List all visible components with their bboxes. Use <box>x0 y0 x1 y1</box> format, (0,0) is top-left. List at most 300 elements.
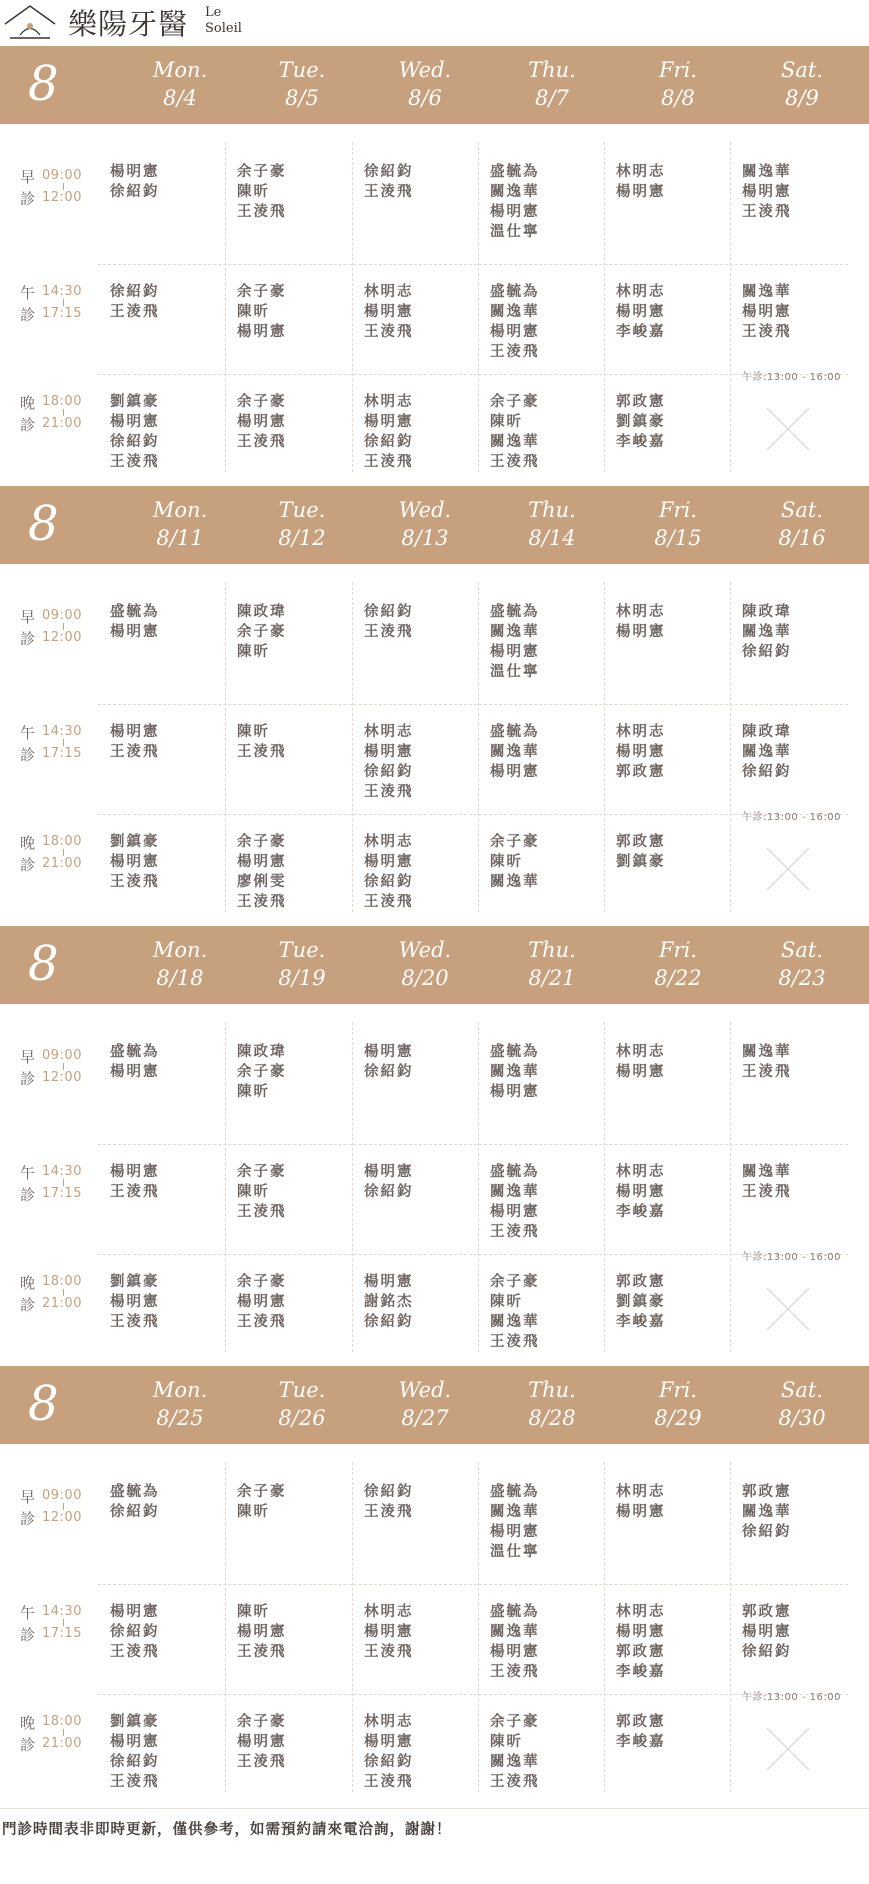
session-divider <box>98 1584 848 1585</box>
doctor-cell <box>110 1162 220 1202</box>
session-name-char: 晚 <box>20 834 36 852</box>
doctor-name: 余子豪 <box>490 394 540 410</box>
time-tick <box>63 183 64 190</box>
column-divider <box>730 142 731 472</box>
day-date: 8/8 <box>661 86 695 110</box>
session-time: 18:00 <box>42 834 82 849</box>
doctor-name: 林明志 <box>616 164 666 180</box>
session-time: 14:30 <box>42 1604 82 1619</box>
day-date: 8/19 <box>278 966 326 990</box>
doctor-name: 林明志 <box>364 1714 414 1730</box>
saturday-hours-note: 午診:13:00 - 16:00 <box>742 1252 841 1263</box>
doctor-name: 楊明憲 <box>742 184 792 200</box>
doctor-name: 余子豪 <box>490 1714 540 1730</box>
doctor-cell <box>742 1602 852 1662</box>
day-date: 8/18 <box>156 966 204 990</box>
day-header <box>615 56 741 112</box>
doctor-name: 楊明憲 <box>490 1524 540 1540</box>
doctor-cell <box>742 1482 852 1542</box>
doctor-name: 關逸華 <box>742 744 792 760</box>
doctor-cell <box>616 722 726 782</box>
doctor-cell <box>364 1602 474 1662</box>
doctor-name: 楊明憲 <box>616 1184 666 1200</box>
column-divider <box>352 142 353 472</box>
doctor-name: 余子豪 <box>237 834 287 850</box>
day-name: Tue. <box>278 498 326 522</box>
doctor-name: 余子豪 <box>490 834 540 850</box>
day-name: Wed. <box>398 498 452 522</box>
doctor-cell <box>364 282 474 342</box>
closed-x-icon <box>765 1726 811 1772</box>
day-name: Wed. <box>398 58 452 82</box>
day-date: 8/14 <box>528 526 576 550</box>
day-header <box>615 1376 741 1432</box>
time-tick <box>63 849 64 856</box>
doctor-name: 盛毓為 <box>490 1164 540 1180</box>
week-header <box>0 926 869 1004</box>
doctor-name: 盛毓為 <box>490 604 540 620</box>
doctor-cell <box>616 392 726 452</box>
doctor-name: 楊明憲 <box>110 1294 160 1310</box>
session-name-char: 午 <box>20 1604 36 1622</box>
doctor-name: 王淩飛 <box>110 874 160 890</box>
doctor-name: 王淩飛 <box>237 894 287 910</box>
session-name-char: 午 <box>20 284 36 302</box>
doctor-name: 關逸華 <box>742 284 792 300</box>
doctor-name: 余子豪 <box>490 1274 540 1290</box>
session-name-char: 診 <box>20 1626 36 1644</box>
doctor-name: 陳昕 <box>237 1084 270 1100</box>
session-time: 09:00 <box>42 608 82 623</box>
day-date: 8/29 <box>654 1406 702 1430</box>
day-name: Mon. <box>152 498 208 522</box>
session-time: 18:00 <box>42 394 82 409</box>
doctor-cell <box>616 1712 726 1752</box>
logo-chinese-name: 樂陽牙醫 <box>68 7 189 41</box>
doctor-name: 楊明憲 <box>616 624 666 640</box>
session-time: 17:15 <box>42 746 82 761</box>
doctor-name: 陳昕 <box>237 1504 270 1520</box>
day-header <box>117 56 243 112</box>
column-divider <box>225 1022 226 1352</box>
doctor-name: 王淩飛 <box>364 894 414 910</box>
day-date: 8/13 <box>401 526 449 550</box>
doctor-cell <box>742 1042 852 1082</box>
day-date: 8/4 <box>163 86 197 110</box>
doctor-name: 關逸華 <box>490 1064 540 1080</box>
doctor-cell <box>490 1482 600 1562</box>
session-time: 17:15 <box>42 306 82 321</box>
session-name-char: 診 <box>20 746 36 764</box>
month-number: 8 <box>28 56 59 112</box>
doctor-name: 徐紹鈞 <box>110 284 160 300</box>
doctor-name: 余子豪 <box>237 624 287 640</box>
doctor-cell <box>364 832 474 912</box>
doctor-name: 王淩飛 <box>742 1184 792 1200</box>
session-label <box>15 606 90 652</box>
session-divider <box>98 374 848 375</box>
doctor-name: 林明志 <box>364 724 414 740</box>
day-header <box>362 496 488 552</box>
session-name-char: 晚 <box>20 1714 36 1732</box>
day-header <box>239 496 365 552</box>
doctor-name: 盛毓為 <box>110 1484 160 1500</box>
day-header <box>739 936 865 992</box>
doctor-name: 李峻嘉 <box>616 1664 666 1680</box>
doctor-name: 余子豪 <box>237 284 287 300</box>
doctor-name: 王淩飛 <box>490 1774 540 1790</box>
doctor-name: 楊明憲 <box>364 1624 414 1640</box>
doctor-name: 林明志 <box>616 1044 666 1060</box>
session-time: 21:00 <box>42 856 82 871</box>
doctor-name: 楊明憲 <box>237 854 287 870</box>
doctor-name: 陳政瑋 <box>742 604 792 620</box>
doctor-name: 王淩飛 <box>364 1644 414 1660</box>
column-divider <box>352 1022 353 1352</box>
doctor-name: 林明志 <box>364 1604 414 1620</box>
doctor-name: 王淩飛 <box>110 304 160 320</box>
doctor-name: 林明志 <box>616 1484 666 1500</box>
session-divider <box>98 1254 848 1255</box>
doctor-name: 關逸華 <box>742 1044 792 1060</box>
doctor-name: 王淩飛 <box>237 1204 287 1220</box>
doctor-cell <box>364 1272 474 1332</box>
doctor-cell <box>110 162 220 202</box>
session-name-char: 診 <box>20 190 36 208</box>
doctor-cell <box>616 602 726 642</box>
doctor-name: 王淩飛 <box>237 1754 287 1770</box>
day-date: 8/5 <box>285 86 319 110</box>
closed-x-icon <box>765 1286 811 1332</box>
session-name-char: 診 <box>20 1736 36 1754</box>
doctor-name: 王淩飛 <box>364 784 414 800</box>
doctor-cell <box>237 1162 347 1222</box>
doctor-name: 楊明憲 <box>364 1164 414 1180</box>
doctor-name: 陳昕 <box>237 1604 270 1620</box>
session-time: 14:30 <box>42 1164 82 1179</box>
doctor-name: 王淩飛 <box>364 624 414 640</box>
doctor-name: 徐紹鈞 <box>110 1504 160 1520</box>
doctor-name: 王淩飛 <box>237 1314 287 1330</box>
session-time: 12:00 <box>42 1070 82 1085</box>
doctor-name: 林明志 <box>616 724 666 740</box>
doctor-name: 關逸華 <box>490 1754 540 1770</box>
doctor-name: 王淩飛 <box>237 434 287 450</box>
doctor-cell <box>364 1482 474 1522</box>
session-label <box>15 1162 90 1208</box>
doctor-name: 溫仕寧 <box>490 224 540 240</box>
doctor-cell <box>110 1042 220 1082</box>
doctor-cell <box>237 602 347 662</box>
day-date: 8/25 <box>156 1406 204 1430</box>
doctor-name: 王淩飛 <box>490 344 540 360</box>
doctor-name: 徐紹鈞 <box>110 434 160 450</box>
day-name: Tue. <box>278 938 326 962</box>
doctor-name: 楊明憲 <box>110 624 160 640</box>
doctor-name: 陳昕 <box>490 1294 523 1310</box>
doctor-name: 陳昕 <box>237 724 270 740</box>
session-time: 14:30 <box>42 284 82 299</box>
day-name: Sat. <box>780 938 824 962</box>
saturday-hours-note: 午診:13:00 - 16:00 <box>742 1692 841 1703</box>
doctor-name: 楊明憲 <box>237 1624 287 1640</box>
doctor-cell <box>742 722 852 782</box>
doctor-name: 盛毓為 <box>110 1044 160 1060</box>
doctor-name: 郭政憲 <box>616 764 666 780</box>
column-divider <box>352 582 353 912</box>
session-time: 09:00 <box>42 1048 82 1063</box>
doctor-name: 楊明憲 <box>742 1624 792 1640</box>
doctor-name: 廖俐雯 <box>237 874 287 890</box>
doctor-name: 楊明憲 <box>237 414 287 430</box>
doctor-name: 徐紹鈞 <box>364 1314 414 1330</box>
column-divider <box>352 1462 353 1792</box>
doctor-cell <box>616 1162 726 1222</box>
doctor-name: 楊明憲 <box>490 324 540 340</box>
doctor-cell <box>490 602 600 682</box>
doctor-name: 劉鎮豪 <box>616 854 666 870</box>
doctor-name: 楊明憲 <box>742 304 792 320</box>
month-number: 8 <box>28 936 59 992</box>
doctor-name: 關逸華 <box>490 874 540 890</box>
doctor-name: 楊明憲 <box>364 304 414 320</box>
doctor-name: 楊明憲 <box>237 1294 287 1310</box>
doctor-name: 盛毓為 <box>490 724 540 740</box>
doctor-name: 楊明憲 <box>490 1204 540 1220</box>
day-date: 8/15 <box>654 526 702 550</box>
column-divider <box>225 142 226 472</box>
day-header <box>739 1376 865 1432</box>
doctor-name: 關逸華 <box>742 624 792 640</box>
session-label <box>15 1272 90 1318</box>
session-time: 12:00 <box>42 1510 82 1525</box>
day-name: Thu. <box>528 938 576 962</box>
doctor-cell <box>616 282 726 342</box>
doctor-name: 關逸華 <box>490 624 540 640</box>
session-label <box>15 832 90 878</box>
doctor-cell <box>110 1272 220 1332</box>
session-label <box>15 722 90 768</box>
clinic-logo <box>0 0 869 46</box>
doctor-cell <box>110 1712 220 1792</box>
column-divider <box>730 1022 731 1352</box>
column-divider <box>478 142 479 472</box>
session-time: 21:00 <box>42 1296 82 1311</box>
doctor-cell <box>364 1162 474 1202</box>
session-name-char: 晚 <box>20 1274 36 1292</box>
day-date: 8/16 <box>778 526 826 550</box>
time-tick <box>63 623 64 630</box>
week-header <box>0 1366 869 1444</box>
doctor-name: 陳昕 <box>490 414 523 430</box>
doctor-cell <box>364 392 474 472</box>
day-date: 8/27 <box>401 1406 449 1430</box>
day-header <box>362 1376 488 1432</box>
doctor-name: 徐紹鈞 <box>364 764 414 780</box>
doctor-name: 陳昕 <box>490 854 523 870</box>
doctor-name: 關逸華 <box>490 304 540 320</box>
day-date: 8/7 <box>535 86 569 110</box>
doctor-cell <box>616 162 726 202</box>
day-date: 8/20 <box>401 966 449 990</box>
day-date: 8/6 <box>408 86 442 110</box>
doctor-name: 陳政瑋 <box>237 604 287 620</box>
doctor-name: 王淩飛 <box>110 1184 160 1200</box>
doctor-name: 陳昕 <box>237 184 270 200</box>
house-logo-icon <box>2 2 58 42</box>
doctor-name: 徐紹鈞 <box>364 164 414 180</box>
session-time: 18:00 <box>42 1274 82 1289</box>
session-time: 18:00 <box>42 1714 82 1729</box>
doctor-name: 陳昕 <box>237 644 270 660</box>
column-divider <box>225 582 226 912</box>
session-time: 14:30 <box>42 724 82 739</box>
column-divider <box>478 582 479 912</box>
day-header <box>117 936 243 992</box>
doctor-name: 關逸華 <box>490 1184 540 1200</box>
time-tick <box>63 1289 64 1296</box>
doctor-cell <box>490 832 600 892</box>
session-label <box>15 1602 90 1648</box>
doctor-name: 林明志 <box>616 1604 666 1620</box>
day-date: 8/11 <box>156 526 204 550</box>
session-name-char: 午 <box>20 1164 36 1182</box>
day-header <box>615 936 741 992</box>
doctor-name: 楊明憲 <box>237 1734 287 1750</box>
doctor-name: 余子豪 <box>237 164 287 180</box>
doctor-name: 王淩飛 <box>742 324 792 340</box>
doctor-cell <box>490 1712 600 1792</box>
doctor-name: 王淩飛 <box>742 204 792 220</box>
doctor-cell <box>364 1042 474 1082</box>
doctor-name: 郭政憲 <box>742 1484 792 1500</box>
day-name: Mon. <box>152 58 208 82</box>
session-name-char: 診 <box>20 306 36 324</box>
doctor-cell <box>364 602 474 642</box>
doctor-name: 劉鎮豪 <box>110 1274 160 1290</box>
doctor-cell <box>742 1162 852 1202</box>
day-date: 8/30 <box>778 1406 826 1430</box>
doctor-name: 劉鎮豪 <box>110 834 160 850</box>
session-label <box>15 392 90 438</box>
doctor-name: 楊明憲 <box>110 1064 160 1080</box>
doctor-cell <box>364 722 474 802</box>
session-name-char: 診 <box>20 1070 36 1088</box>
time-tick <box>63 299 64 306</box>
doctor-cell <box>237 392 347 452</box>
saturday-hours-note: 午診:13:00 - 16:00 <box>742 812 841 823</box>
footer-divider <box>0 1808 869 1809</box>
doctor-name: 徐紹鈞 <box>742 764 792 780</box>
doctor-name: 王淩飛 <box>742 1064 792 1080</box>
doctor-cell <box>110 1482 220 1522</box>
day-name: Thu. <box>528 1378 576 1402</box>
doctor-name: 溫仕寧 <box>490 664 540 680</box>
doctor-name: 楊明憲 <box>110 414 160 430</box>
day-header <box>362 936 488 992</box>
closed-x-icon <box>765 846 811 892</box>
doctor-name: 楊明憲 <box>110 854 160 870</box>
doctor-cell <box>490 1162 600 1242</box>
time-tick <box>63 1179 64 1186</box>
doctor-name: 關逸華 <box>490 184 540 200</box>
day-header <box>489 496 615 552</box>
session-name-char: 早 <box>20 168 36 186</box>
session-name-char: 診 <box>20 1296 36 1314</box>
session-divider <box>98 264 848 265</box>
time-tick <box>63 1729 64 1736</box>
doctor-name: 林明志 <box>364 394 414 410</box>
column-divider <box>225 1462 226 1792</box>
doctor-name: 楊明憲 <box>364 744 414 760</box>
doctor-name: 溫仕寧 <box>490 1544 540 1560</box>
session-time: 12:00 <box>42 190 82 205</box>
doctor-name: 徐紹鈞 <box>110 184 160 200</box>
doctor-cell <box>110 722 220 762</box>
doctor-name: 徐紹鈞 <box>364 434 414 450</box>
time-tick <box>63 1619 64 1626</box>
day-name: Fri. <box>658 1378 697 1402</box>
session-time: 12:00 <box>42 630 82 645</box>
doctor-name: 徐紹鈞 <box>110 1754 160 1770</box>
doctor-name: 王淩飛 <box>237 744 287 760</box>
doctor-name: 關逸華 <box>490 1504 540 1520</box>
doctor-cell <box>110 602 220 642</box>
doctor-name: 林明志 <box>616 1164 666 1180</box>
session-name-char: 診 <box>20 630 36 648</box>
doctor-name: 李峻嘉 <box>616 1204 666 1220</box>
doctor-name: 徐紹鈞 <box>364 1184 414 1200</box>
doctor-cell <box>490 1602 600 1682</box>
closed-x-icon <box>765 406 811 452</box>
doctor-name: 楊明憲 <box>616 304 666 320</box>
doctor-name: 郭政憲 <box>616 1274 666 1290</box>
doctor-cell <box>490 162 600 242</box>
doctor-name: 關逸華 <box>490 744 540 760</box>
doctor-name: 余子豪 <box>237 1484 287 1500</box>
session-time: 21:00 <box>42 416 82 431</box>
session-name-char: 午 <box>20 724 36 742</box>
doctor-name: 徐紹鈞 <box>364 604 414 620</box>
doctor-name: 徐紹鈞 <box>742 1644 792 1660</box>
doctor-cell <box>742 282 852 342</box>
footer-notice: 門診時間表非即時更新，僅供參考，如需預約請來電洽詢，謝謝！ <box>2 1822 452 1838</box>
column-divider <box>604 142 605 472</box>
week-header <box>0 46 869 124</box>
doctor-name: 王淩飛 <box>490 1224 540 1240</box>
doctor-name: 王淩飛 <box>110 1644 160 1660</box>
doctor-cell <box>364 162 474 202</box>
doctor-name: 劉鎮豪 <box>110 1714 160 1730</box>
doctor-name: 王淩飛 <box>110 454 160 470</box>
session-label <box>15 1046 90 1092</box>
session-name-char: 早 <box>20 1048 36 1066</box>
doctor-name: 楊明憲 <box>490 204 540 220</box>
day-name: Fri. <box>658 58 697 82</box>
doctor-name: 余子豪 <box>237 1714 287 1730</box>
doctor-name: 李峻嘉 <box>616 1734 666 1750</box>
doctor-name: 楊明憲 <box>110 724 160 740</box>
doctor-name: 郭政憲 <box>616 394 666 410</box>
doctor-name: 李峻嘉 <box>616 324 666 340</box>
doctor-name: 楊明憲 <box>364 1274 414 1290</box>
doctor-name: 余子豪 <box>237 1274 287 1290</box>
column-divider <box>604 1022 605 1352</box>
session-name-char: 診 <box>20 1510 36 1528</box>
session-name-char: 早 <box>20 1488 36 1506</box>
day-name: Fri. <box>658 498 697 522</box>
day-date: 8/23 <box>778 966 826 990</box>
